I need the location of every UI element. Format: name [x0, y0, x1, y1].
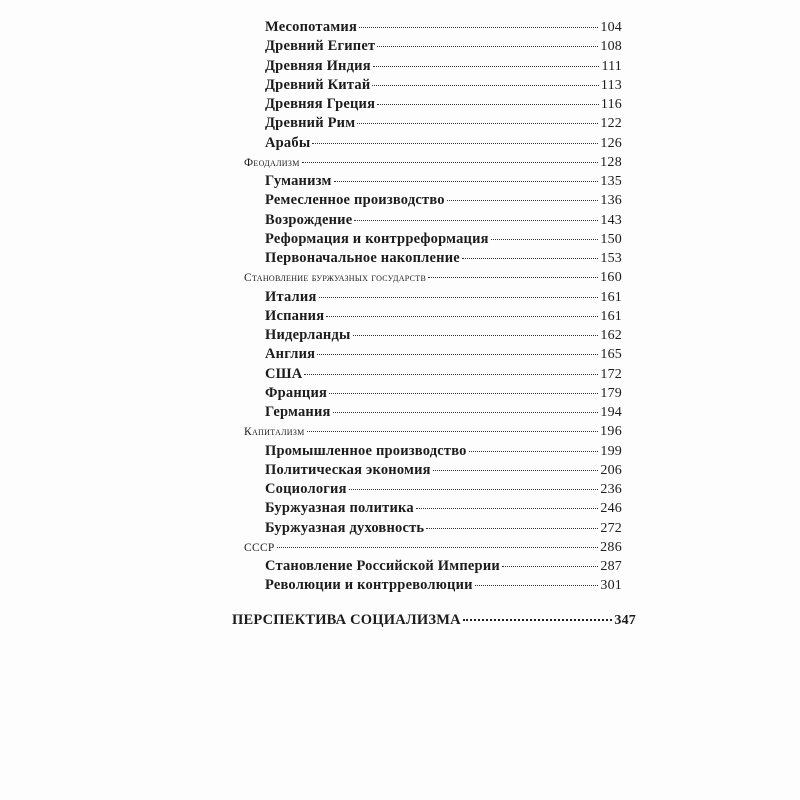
dot-leader — [426, 528, 598, 529]
toc-entry-row — [265, 557, 622, 576]
toc-page-number: 150 — [600, 231, 622, 247]
dot-leader — [326, 316, 598, 317]
toc-entry-title: Первоначальное накопление — [265, 250, 460, 266]
dot-leader — [373, 66, 600, 67]
toc-entry-row — [265, 384, 622, 403]
dot-leader — [317, 354, 598, 355]
toc-page-number: 347 — [614, 612, 636, 628]
toc-entry-row — [265, 18, 622, 37]
dot-leader — [304, 374, 598, 375]
toc-entry-title: Политическая экономия — [265, 461, 431, 478]
dot-leader — [416, 508, 599, 509]
toc-entry-row — [265, 288, 622, 307]
toc-entry-title: СССР — [244, 541, 275, 554]
toc-entry-title: Буржуазная политика — [265, 500, 414, 517]
toc-entry-row — [265, 442, 622, 461]
dot-leader — [359, 27, 598, 28]
toc-entry-row — [265, 461, 622, 480]
toc-page-number: 108 — [600, 39, 622, 55]
toc-entry-row — [265, 191, 622, 210]
toc-entry-row — [265, 230, 622, 249]
toc-entry-title: ПЕРСПЕКТИВА СОЦИАЛИЗМА — [232, 611, 461, 628]
toc-entry-row — [265, 37, 622, 56]
dot-leader — [319, 297, 599, 298]
toc-page-number: 122 — [600, 116, 622, 132]
toc-page-number: 128 — [600, 154, 622, 170]
dot-leader — [377, 104, 599, 105]
toc-page-number: 194 — [600, 405, 622, 420]
toc-page-number: 236 — [600, 482, 622, 497]
dot-leader — [277, 547, 598, 548]
toc-entry-title: Реформация и контрреформация — [265, 230, 489, 247]
toc-section-row — [244, 422, 622, 441]
toc-page-number: 111 — [601, 58, 622, 74]
dot-leader — [377, 46, 598, 47]
toc-entry-row — [265, 403, 622, 422]
toc-entry-title: Капитализм — [244, 426, 305, 439]
toc-entry-title: Древний Рим — [265, 115, 356, 132]
toc-page-number: 246 — [600, 501, 622, 517]
dot-leader — [302, 162, 598, 163]
toc-entry-title: Революции и контрреволюции — [265, 577, 473, 594]
toc-entry-title: Феодализм — [244, 156, 300, 169]
toc-entry-title: Месопотамия — [265, 19, 358, 35]
dot-leader — [491, 239, 599, 240]
toc-entry-title: Буржуазная духовность — [265, 519, 425, 536]
dot-leader — [463, 619, 613, 621]
dot-leader — [372, 85, 599, 86]
toc-entry-row — [265, 307, 622, 326]
toc-page-number: 162 — [600, 328, 622, 343]
toc-page-number: 206 — [600, 462, 622, 478]
toc-entry-title: Гуманизм — [265, 173, 332, 189]
toc-section-row — [244, 153, 622, 172]
toc-entry-row — [265, 249, 622, 268]
dot-leader — [447, 200, 599, 201]
dot-leader — [307, 431, 599, 432]
toc-page-number: 153 — [600, 251, 622, 266]
toc-page-number: 161 — [600, 308, 622, 324]
toc-entry-row — [265, 114, 622, 133]
toc-page-number: 161 — [600, 289, 622, 305]
dot-leader — [462, 258, 598, 259]
toc-page-number: 135 — [600, 174, 622, 189]
toc-entry-title: США — [265, 365, 303, 382]
toc-page-number: 286 — [600, 539, 622, 555]
toc-entry-row — [265, 365, 622, 384]
dot-leader — [469, 451, 599, 452]
toc-entry-title: Возрождение — [265, 211, 353, 228]
toc-entry-title: Социология — [265, 481, 347, 497]
toc-entry-row — [265, 499, 622, 518]
toc-page-number: 172 — [600, 366, 622, 382]
dot-leader — [329, 393, 598, 394]
toc-entry-title: Англия — [265, 346, 316, 363]
toc-entry-title: Германия — [265, 404, 331, 420]
toc-entry-title: Ремесленное производство — [265, 192, 445, 209]
toc-page-number: 165 — [600, 347, 622, 363]
dot-leader — [428, 277, 598, 278]
toc-entry-title: Древняя Индия — [265, 57, 371, 74]
toc-section-row — [244, 538, 622, 557]
toc-entry-title: Древний Египет — [265, 38, 376, 55]
toc-entry-row — [265, 57, 622, 76]
toc-entry-title: Испания — [265, 307, 325, 324]
toc-entry-title: Древняя Греция — [265, 96, 376, 112]
toc-page-number: 179 — [600, 385, 622, 401]
toc-page-number: 272 — [600, 520, 622, 536]
toc-page-number: 126 — [600, 135, 622, 151]
toc-entry-row — [265, 480, 622, 499]
toc-entry-row — [265, 345, 622, 364]
toc-entry-title: Становление Российской Империи — [265, 558, 500, 574]
dot-leader — [334, 181, 599, 182]
toc-entry-title: Арабы — [265, 134, 311, 151]
dot-leader — [357, 123, 598, 124]
toc-entry-row — [265, 76, 622, 95]
toc-entry-row — [265, 134, 622, 153]
toc-page-number: 136 — [600, 193, 622, 209]
toc-section-row — [244, 268, 622, 287]
toc-page-number: 113 — [600, 77, 622, 93]
dot-leader — [333, 412, 599, 413]
toc-page-number: 160 — [600, 270, 622, 286]
toc-page-number: 287 — [600, 559, 622, 574]
dot-leader — [475, 585, 599, 586]
toc-entry-row — [265, 519, 622, 538]
toc-page-number: 104 — [600, 20, 622, 35]
toc-entry-title: Нидерланды — [265, 327, 351, 343]
dot-leader — [502, 566, 598, 567]
toc-entry-row — [265, 211, 622, 230]
toc-part-row — [232, 611, 636, 630]
toc-entry-title: Древний Китай — [265, 76, 371, 93]
toc-page-number: 116 — [600, 97, 622, 112]
toc-entry-row — [265, 576, 622, 595]
toc-entry-title: Становление буржуазных государств — [244, 272, 427, 285]
toc-page-number: 199 — [600, 443, 622, 459]
toc-entry-row — [265, 95, 622, 114]
dot-leader — [353, 335, 599, 336]
dot-leader — [312, 143, 598, 144]
toc-entry-row — [265, 172, 622, 191]
toc-entry-row — [265, 326, 622, 345]
toc-page-number: 196 — [600, 424, 622, 440]
dot-leader — [354, 220, 598, 221]
toc-entry-title: Промышленное производство — [265, 442, 467, 459]
toc-page-number: 301 — [600, 578, 622, 594]
dot-leader — [349, 489, 599, 490]
toc-entry-title: Франция — [265, 384, 328, 401]
toc-page-number: 143 — [600, 212, 622, 228]
dot-leader — [433, 470, 599, 471]
toc-entry-title: Италия — [265, 288, 317, 305]
